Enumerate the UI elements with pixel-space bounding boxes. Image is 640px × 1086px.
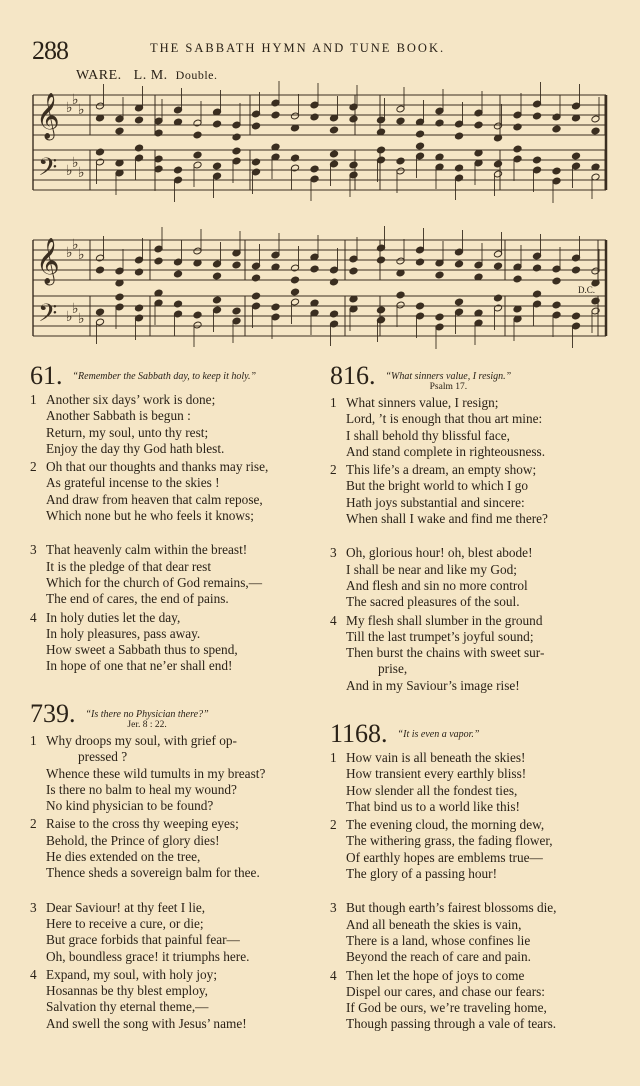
- flat-icon: ♭: [72, 92, 79, 108]
- stanza: [330, 968, 557, 1033]
- line-text: Hath joys substantial and sincere:: [346, 494, 525, 510]
- line-text: In holy pleasures, pass away.: [46, 625, 201, 641]
- verse-line: [30, 865, 265, 881]
- line-text: And all beneath the skies is vain,: [346, 916, 522, 932]
- verse-line: [330, 578, 622, 594]
- note-head: [415, 302, 424, 310]
- note-head: [134, 304, 143, 312]
- hymn-epigraph: [86, 709, 209, 731]
- treble-clef-icon: 𝄞: [36, 238, 60, 284]
- note-head: [95, 266, 104, 274]
- note-head: [435, 119, 444, 127]
- verse-line: [30, 766, 265, 782]
- line-text: Oh that our thoughts and thanks may rise,: [46, 459, 269, 475]
- line-text: Thence sheds a sovereign balm for thee.: [46, 865, 260, 881]
- verse-line: [30, 508, 320, 524]
- verse-line: [30, 408, 320, 424]
- note-head: [591, 127, 600, 135]
- note-head: [415, 142, 424, 150]
- flat-icon: ♭: [78, 165, 85, 181]
- stanza: [330, 395, 622, 460]
- hymn-1: [330, 720, 557, 1033]
- note-head: [349, 161, 358, 169]
- note-head: [173, 166, 182, 174]
- line-text: Hosannas be thy blest employ,: [46, 983, 208, 999]
- verse-line: [30, 542, 320, 558]
- verse-line: [30, 749, 265, 765]
- verse-line: [30, 900, 265, 916]
- note-head: [493, 294, 502, 302]
- line-text: Which none but he who feels it knows;: [46, 508, 254, 524]
- verse-line: [30, 949, 265, 965]
- flat-icon: ♭: [72, 301, 79, 317]
- note-head: [552, 167, 561, 175]
- line-text: And draw from heaven that calm repose,: [46, 491, 263, 507]
- verse-line: [30, 642, 320, 658]
- verse-line: [330, 750, 557, 766]
- verse-line: [30, 591, 320, 607]
- note-head: [290, 276, 299, 284]
- line-text: Return, my soul, unto thy rest;: [46, 424, 209, 440]
- note-head: [154, 257, 163, 265]
- line-text: pressed ?: [78, 749, 128, 765]
- hymn-number: 739.: [30, 699, 76, 728]
- line-text: This life’s a dream, an empty show;: [346, 462, 537, 478]
- hymn-number: 1168.: [330, 719, 388, 748]
- stanza-number: 1: [30, 392, 37, 407]
- line-text: Oh, boundless grace! it triumphs here.: [46, 948, 250, 964]
- verse-line: [30, 983, 265, 999]
- stanza: [330, 613, 622, 694]
- line-text: prise,: [378, 661, 408, 677]
- line-text: The glory of a passing hour!: [346, 866, 498, 882]
- note-head: [571, 312, 580, 320]
- note-head: [591, 297, 600, 305]
- line-text: Whence these wild tumults in my breast?: [46, 765, 266, 781]
- line-text: But though earth’s fairest blossoms die,: [346, 900, 557, 916]
- verse-line: [30, 967, 265, 983]
- flat-icon: ♭: [72, 237, 79, 253]
- line-text: Which for the church of God remains,—: [46, 574, 263, 590]
- note-head: [212, 272, 221, 280]
- note-head: [232, 147, 241, 155]
- line-text: How sweet a Sabbath thus to spend,: [46, 642, 238, 658]
- stanza: [330, 817, 557, 882]
- note-head: [513, 145, 522, 153]
- note-head: [415, 258, 424, 266]
- verse-line: [30, 626, 320, 642]
- verse-line: [30, 575, 320, 591]
- line-text: Raise to the cross thy weeping eyes;: [46, 816, 239, 832]
- note-head: [493, 160, 502, 168]
- line-text: The end of cares, the end of pains.: [46, 591, 229, 607]
- line-text: The withering grass, the fading flower,: [346, 833, 553, 849]
- verse-line: [330, 511, 622, 527]
- note-head: [329, 126, 338, 134]
- epigraph-text: “It is even a vapor.”: [397, 729, 480, 740]
- stanza-number: 2: [330, 817, 337, 833]
- line-text: Dear Saviour! at thy feet I lie,: [46, 899, 206, 915]
- verse-line: [30, 441, 320, 457]
- verse-line: [330, 495, 622, 511]
- line-text: How slender all the fondest ties,: [346, 782, 518, 798]
- note-head: [396, 291, 405, 299]
- epigraph-reference: Jer. 8 : 22.: [127, 720, 167, 730]
- verse-line: [330, 783, 557, 799]
- note-head: [212, 162, 221, 170]
- stanza-number: 1: [30, 733, 37, 748]
- line-text: Expand, my soul, with holy joy;: [46, 966, 218, 982]
- hymn-header: [330, 362, 622, 393]
- line-text: The evening cloud, the morning dew,: [346, 817, 545, 833]
- line-text: And stand complete in righteousness.: [346, 443, 546, 459]
- verse-line: [30, 932, 265, 948]
- stanza-number: 3: [330, 545, 337, 561]
- line-text: My flesh shall slumber in the ground: [346, 612, 543, 628]
- note-head: [532, 156, 541, 164]
- line-text: In hope of one that ne’er shall end!: [46, 658, 233, 674]
- note-head: [115, 127, 124, 135]
- verse-line: [330, 678, 622, 694]
- note-head: [251, 158, 260, 166]
- verse-line: [330, 661, 622, 677]
- verse-line: [330, 462, 622, 478]
- note-head: [232, 261, 241, 269]
- verse-line: [330, 766, 557, 782]
- line-text: And in my Saviour’s image rise!: [346, 677, 520, 693]
- note-head: [95, 148, 104, 156]
- stanza-number: 1: [330, 750, 337, 765]
- line-text: That bind us to a world like this!: [346, 798, 520, 814]
- verse-line: [330, 850, 557, 866]
- note-head: [571, 266, 580, 274]
- stanza: [30, 610, 320, 675]
- line-text: And flesh and sin no more control: [346, 577, 528, 593]
- verse-line: [30, 492, 320, 508]
- stanza-number: 2: [30, 816, 37, 832]
- note-head: [532, 112, 541, 120]
- note-head: [271, 303, 280, 311]
- line-text: Till the last trumpet’s joyful sound;: [346, 628, 534, 644]
- stanza-number: 4: [330, 967, 337, 983]
- note-head: [532, 290, 541, 298]
- note-head: [193, 311, 202, 319]
- verse-line: [330, 984, 557, 1000]
- line-text: Beyond the reach of care and pain.: [346, 949, 531, 965]
- flat-icon: ♭: [78, 102, 85, 118]
- verse-line: [30, 798, 265, 814]
- note-head: [251, 122, 260, 130]
- verse-line: [330, 817, 557, 833]
- flat-icon: ♭: [72, 155, 79, 171]
- hymn-1: [30, 700, 265, 1032]
- note-head: [552, 301, 561, 309]
- note-head: [95, 308, 104, 316]
- music-score: [0, 0, 640, 360]
- note-head: [232, 133, 241, 141]
- tune-meter: L. M.: [133, 68, 168, 83]
- note-head: [493, 262, 502, 270]
- note-head: [454, 132, 463, 140]
- note-head: [454, 260, 463, 268]
- note-head: [349, 267, 358, 275]
- note-head: [212, 296, 221, 304]
- line-text: I shall behold thy blissful face,: [346, 427, 510, 443]
- note-head: [193, 151, 202, 159]
- line-text: There is a land, whose confines lie: [346, 932, 531, 948]
- note-head: [134, 116, 143, 124]
- stanza-number: 2: [330, 462, 337, 478]
- verse-line: [30, 833, 265, 849]
- line-text: Enjoy the day thy God hath blest.: [46, 440, 225, 456]
- note-head: [513, 123, 522, 131]
- tune-name: WARE.: [76, 68, 122, 83]
- line-text: How transient every earthly bliss!: [346, 766, 527, 782]
- note-head: [454, 298, 463, 306]
- stanza: [30, 392, 320, 457]
- stanza-number: 4: [330, 612, 337, 628]
- line-text: Dispel our cares, and chase our fears:: [346, 983, 545, 999]
- stanza: [330, 545, 622, 610]
- verse-line: [30, 1016, 265, 1032]
- verse-line: [330, 900, 557, 916]
- note-head: [310, 113, 319, 121]
- verse-line: [30, 733, 265, 749]
- note-head: [435, 313, 444, 321]
- stanza-number: 4: [30, 609, 37, 625]
- note-head: [376, 306, 385, 314]
- stanza: [330, 462, 622, 527]
- stanza-number: 3: [30, 899, 37, 915]
- hymn-0: [330, 362, 622, 694]
- verse-line: [330, 968, 557, 984]
- line-text: Salvation thy eternal theme,—: [46, 999, 209, 1015]
- line-text: But grace forbids that painful fear—: [46, 932, 240, 948]
- line-text: Another Sabbath is begun :: [46, 408, 191, 424]
- verse-line: [330, 1000, 557, 1016]
- note-head: [134, 268, 143, 276]
- note-head: [329, 310, 338, 318]
- verse-line: [330, 866, 557, 882]
- verse-line: [330, 645, 622, 661]
- bass-clef-icon: 𝄢: [38, 153, 58, 188]
- note-head: [571, 152, 580, 160]
- verse-line: [30, 849, 265, 865]
- note-head: [435, 271, 444, 279]
- note-head: [251, 292, 260, 300]
- verse-line: [330, 799, 557, 815]
- line-text: Oh, glorious hour! oh, blest abode!: [346, 545, 533, 561]
- verse-line: [30, 916, 265, 932]
- note-head: [290, 288, 299, 296]
- line-text: That heavenly calm within the breast!: [46, 542, 248, 558]
- line-text: How vain is all beneath the skies!: [346, 750, 526, 765]
- flat-icon: ♭: [66, 245, 73, 261]
- right-column: [330, 361, 622, 1032]
- epigraph-text: “Is there no Physician there?”: [85, 709, 209, 720]
- line-text: What sinners value, I resign;: [346, 395, 499, 410]
- epigraph-reference: Psalm 17.: [429, 382, 468, 392]
- line-text: Though passing through a vale of tears.: [346, 1016, 557, 1032]
- stanza: [30, 733, 265, 814]
- epigraph-text: “Remember the Sabbath day, to keep it holy.”: [72, 371, 257, 382]
- stanza: [330, 900, 557, 965]
- line-text: Then let the hope of joys to come: [346, 967, 525, 983]
- note-head: [173, 270, 182, 278]
- verse-line: [330, 629, 622, 645]
- dc-mark: D.C.: [578, 285, 596, 295]
- hymn-epigraph: [73, 371, 257, 382]
- note-head: [396, 117, 405, 125]
- verse-line: [330, 933, 557, 949]
- stanza: [30, 542, 320, 607]
- verse-line: [30, 610, 320, 626]
- line-text: In holy duties let the day,: [46, 609, 181, 625]
- note-head: [415, 130, 424, 138]
- hymn-header: [330, 720, 557, 748]
- note-head: [329, 278, 338, 286]
- verse-line: [330, 444, 622, 460]
- line-text: And swell the song with Jesus’ name!: [46, 1015, 247, 1031]
- stanza: [30, 900, 265, 965]
- verse-line: [30, 782, 265, 798]
- stanza: [30, 816, 265, 881]
- line-text: As grateful incense to the skies !: [46, 475, 220, 491]
- verse-line: [330, 833, 557, 849]
- note-head: [532, 264, 541, 272]
- hymn-epigraph: [398, 729, 480, 740]
- verse-line: [330, 411, 622, 427]
- verse-line: [330, 949, 557, 965]
- note-head: [271, 111, 280, 119]
- note-head: [134, 144, 143, 152]
- note-head: [552, 125, 561, 133]
- verse-line: [330, 478, 622, 494]
- line-text: When shall I wake and find me there?: [346, 511, 548, 527]
- line-text: If God be ours, we’re traveling home,: [346, 1000, 547, 1016]
- line-text: Lord, ’t is enough that thou art mine:: [346, 411, 543, 427]
- stanza-number: 4: [30, 966, 37, 982]
- verse-line: [330, 1016, 557, 1032]
- note-head: [552, 277, 561, 285]
- note-head: [513, 275, 522, 283]
- stanza-number: 1: [330, 395, 337, 410]
- line-text: Another six days’ work is done;: [46, 392, 216, 407]
- flat-icon: ♭: [78, 247, 85, 263]
- hymn-number: 816.: [330, 361, 376, 390]
- hymn-epigraph: [386, 371, 512, 393]
- line-text: It is the pledge of that dear rest: [46, 558, 212, 574]
- line-text: Of earthly hopes are emblems true—: [346, 849, 543, 865]
- line-text: No kind physician to be found?: [46, 798, 214, 814]
- verse-line: [330, 545, 622, 561]
- verse-line: [330, 917, 557, 933]
- stanza: [30, 459, 320, 524]
- verse-line: [30, 475, 320, 491]
- note-head: [329, 150, 338, 158]
- verse-line: [30, 999, 265, 1015]
- line-text: But the bright world to which I go: [346, 478, 529, 494]
- note-head: [310, 265, 319, 273]
- note-head: [115, 293, 124, 301]
- line-text: Then burst the chains with sweet sur-: [346, 645, 545, 661]
- bass-clef-icon: 𝄢: [38, 299, 58, 334]
- line-text: I shall be near and like my God;: [346, 561, 517, 577]
- note-head: [376, 146, 385, 154]
- line-text: The sacred pleasures of the soul.: [346, 594, 520, 610]
- verse-line: [30, 392, 320, 408]
- hymn-number: 61.: [30, 361, 63, 390]
- tune-meter-extra: Double.: [175, 68, 218, 82]
- stanza: [30, 967, 265, 1032]
- hymn-header: [30, 362, 320, 390]
- verse-line: [30, 425, 320, 441]
- epigraph-text: “What sinners value, I resign.”: [385, 371, 512, 382]
- verse-line: [330, 613, 622, 629]
- line-text: He dies extended on the tree,: [46, 849, 201, 865]
- stanza-number: 3: [330, 900, 337, 916]
- flat-icon: ♭: [66, 309, 73, 325]
- flat-icon: ♭: [66, 163, 73, 179]
- note-head: [454, 164, 463, 172]
- stanza-number: 3: [30, 542, 37, 558]
- treble-clef-icon: 𝄞: [36, 93, 60, 139]
- note-head: [376, 256, 385, 264]
- note-head: [232, 307, 241, 315]
- note-head: [212, 120, 221, 128]
- line-text: Behold, the Prince of glory dies!: [46, 832, 220, 848]
- note-head: [173, 300, 182, 308]
- running-head: THE SABBATH HYMN AND TUNE BOOK.: [150, 41, 446, 55]
- left-column: [30, 361, 320, 1031]
- verse-line: [330, 594, 622, 610]
- line-text: Here to receive a cure, or die;: [46, 915, 204, 931]
- note-head: [474, 121, 483, 129]
- verse-line: [30, 459, 320, 475]
- verse-line: [30, 658, 320, 674]
- verse-line: [30, 816, 265, 832]
- hymn-header: [30, 700, 265, 731]
- stanza: [330, 750, 557, 815]
- line-text: Why droops my soul, with grief op-: [46, 733, 237, 748]
- note-head: [310, 165, 319, 173]
- line-text: Is there no balm to heal my wound?: [46, 781, 237, 797]
- verse-line: [330, 562, 622, 578]
- verse-line: [330, 395, 622, 411]
- verse-line: [330, 428, 622, 444]
- note-head: [396, 157, 405, 165]
- note-head: [290, 154, 299, 162]
- verse-line: [30, 559, 320, 575]
- page-number: 288: [32, 36, 68, 65]
- flat-icon: ♭: [66, 100, 73, 116]
- hymn-0: [30, 362, 320, 675]
- flat-icon: ♭: [78, 311, 85, 327]
- stanza-number: 2: [30, 459, 37, 475]
- note-head: [251, 274, 260, 282]
- note-head: [349, 115, 358, 123]
- note-head: [193, 131, 202, 139]
